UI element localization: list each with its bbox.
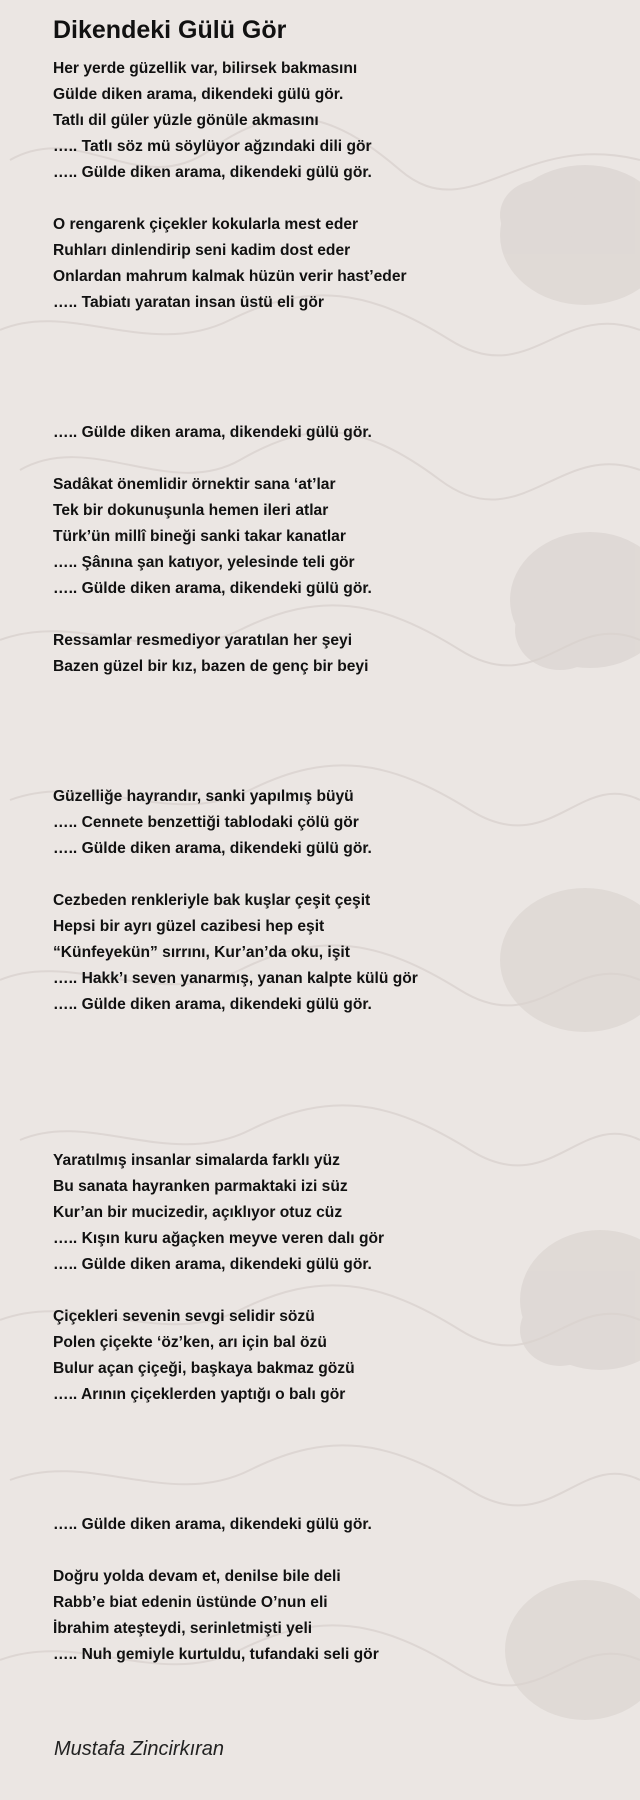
poem-line: Bu sanata hayranken parmaktaki izi süz (53, 1178, 348, 1195)
poem (53, 12, 613, 1668)
poem-line: ….. Tabiatı yaratan insan üstü eli gör (53, 294, 324, 311)
poem-line: ….. Hakk’ı seven yanarmış, yanan kalpte külü gör (53, 970, 418, 987)
poem-line: O rengarenk çiçekler kokularla mest eder (53, 216, 359, 233)
poem-line: Güzelliğe hayrandır, sanki yapılmış büyü (53, 788, 354, 805)
author-signature: Mustafa Zincirkıran (54, 1738, 225, 1760)
poem-line: Yaratılmış insanlar simalarda farklı yüz (53, 1152, 340, 1169)
poem-line: Rabb’e biat edenin üstünde O’nun eli (53, 1594, 328, 1611)
stanza-gap (53, 446, 613, 472)
poem-line: Hepsi bir ayrı güzel cazibesi hep eşit (53, 918, 325, 935)
poem-line: ….. Gülde diken arama, dikendeki gülü gör. (53, 1516, 372, 1533)
poem-line: Tek bir dokunuşunla hemen ileri atlar (53, 502, 329, 519)
stanza-gap (53, 186, 613, 212)
stanza-gap (53, 1460, 613, 1486)
stanza-gap (53, 862, 613, 888)
poem-line: Bulur açan çiçeği, başkaya bakmaz gözü (53, 1360, 355, 1377)
poem-line: Çiçekleri sevenin sevgi selidir sözü (53, 1308, 315, 1325)
poem-line: Onlardan mahrum kalmak hüzün verir hast’eder (53, 268, 407, 285)
poem-line: İbrahim ateşteydi, serinletmişti yeli (53, 1620, 313, 1637)
poem-line: Türk’ün millî bineği sanki takar kanatlar (53, 528, 346, 545)
poem-line: Gülde diken arama, dikendeki gülü gör. (53, 86, 344, 103)
poem-line: Sadâkat önemlidir örnektir sana ‘at’lar (53, 476, 336, 493)
stanza-gap (53, 1044, 613, 1070)
poem-line: ….. Arının çiçeklerden yaptığı o balı gör (53, 1386, 346, 1403)
stanza-gap (53, 342, 613, 368)
poem-line: ….. Gülde diken arama, dikendeki gülü gör. (53, 840, 372, 857)
poem-line: Her yerde güzellik var, bilirsek bakmasını (53, 60, 358, 77)
poem-line: ….. Cennete benzettiği tablodaki çölü gör (53, 814, 359, 831)
poem-line: Kur’an bir mucizedir, açıklıyor otuz cüz (53, 1204, 343, 1221)
stanza-gap (53, 1070, 613, 1096)
stanza-gap (53, 1486, 613, 1512)
poem-body (53, 56, 613, 1668)
stanza-gap (53, 1018, 613, 1044)
poem-line: ….. Nuh gemiyle kurtuldu, tufandaki seli gör (53, 1646, 379, 1663)
stanza-gap (53, 1122, 613, 1148)
stanza-gap (53, 1434, 613, 1460)
stanza-gap (53, 316, 613, 342)
poem-line: Tatlı dil güler yüzle gönüle akmasını (53, 112, 319, 129)
stanza-gap (53, 394, 613, 420)
stanza-gap (53, 368, 613, 394)
poem-line: “Künfeyekün” sırrını, Kur’an’da oku, işit (53, 944, 350, 961)
poem-line: ….. Tatlı söz mü söylüyor ağzındaki dili gör (53, 138, 372, 155)
poem-line: ….. Şânına şan katıyor, yelesinde teli gör (53, 554, 355, 571)
stanza-gap (53, 1538, 613, 1564)
poem-line: ….. Gülde diken arama, dikendeki gülü gör. (53, 1256, 372, 1273)
stanza-gap (53, 1278, 613, 1304)
poem-line: Cezbeden renkleriyle bak kuşlar çeşit çeşit (53, 892, 371, 909)
poem-line: Ruhları dinlendirip seni kadim dost eder (53, 242, 351, 259)
stanza-gap (53, 680, 613, 706)
stanza-gap (53, 1096, 613, 1122)
stanza-gap (53, 706, 613, 732)
poem-line: Polen çiçekte ‘öz’ken, arı için bal özü (53, 1334, 327, 1351)
poem-line: ….. Gülde diken arama, dikendeki gülü gör. (53, 164, 372, 181)
stanza-gap (53, 758, 613, 784)
poem-line: Ressamlar resmediyor yaratılan her şeyi (53, 632, 353, 649)
poem-line: ….. Kışın kuru ağaçken meyve veren dalı gör (53, 1230, 385, 1247)
stanza-gap (53, 732, 613, 758)
poem-line: Bazen güzel bir kız, bazen de genç bir beyi (53, 658, 369, 675)
poem-title: Dikendeki Gülü Gör (53, 16, 287, 44)
stanza-gap (53, 1408, 613, 1434)
poem-line: ….. Gülde diken arama, dikendeki gülü gör. (53, 996, 372, 1013)
poem-line: ….. Gülde diken arama, dikendeki gülü gör. (53, 424, 372, 441)
poem-line: Doğru yolda devam et, denilse bile deli (53, 1568, 341, 1585)
poem-line: ….. Gülde diken arama, dikendeki gülü gör. (53, 580, 372, 597)
stanza-gap (53, 602, 613, 628)
